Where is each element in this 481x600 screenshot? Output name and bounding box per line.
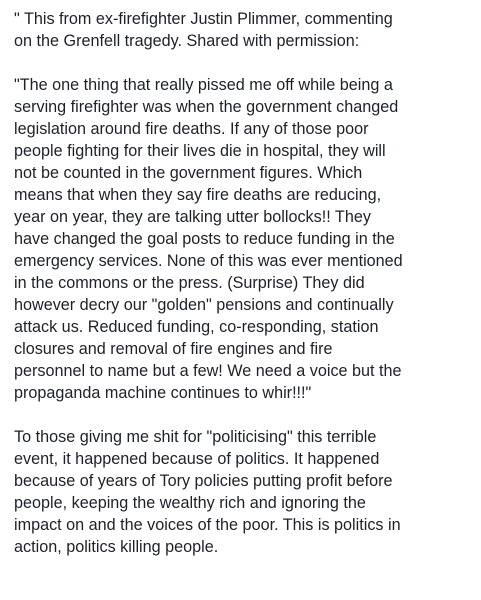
text-line: personnel to name but a few! We need a voice but the [14, 362, 402, 380]
post-paragraph-comment [14, 426, 476, 558]
text-line: year on year, they are talking utter bollocks!! They [14, 208, 371, 226]
text-line: however decry our "golden" pensions and continually [14, 296, 394, 314]
post-paragraph-intro [14, 8, 476, 52]
text-line: "The one thing that really pissed me off while being a [14, 76, 393, 94]
text-line: event, it happened because of politics. It happened [14, 450, 380, 468]
text-line: propaganda machine continues to whir!!!" [14, 384, 312, 402]
text-line: action, politics killing people. [14, 538, 219, 556]
text-line: means that when they say fire deaths are reducing, [14, 186, 382, 204]
text-line: have changed the goal posts to reduce funding in the [14, 230, 395, 248]
post-paragraph-quote [14, 74, 476, 404]
text-line: To those giving me shit for "politicising" this terrible [14, 428, 377, 446]
text-line: " This from ex-firefighter Justin Plimmer, commenting [14, 10, 393, 28]
text-line: because of years of Tory policies putting profit before [14, 472, 393, 490]
text-line: closures and removal of fire engines and fire [14, 340, 333, 358]
post-body [14, 8, 476, 558]
text-line: emergency services. None of this was ever mentioned [14, 252, 403, 270]
text-line: not be counted in the government figures. Which [14, 164, 363, 182]
text-line: attack us. Reduced funding, co-responding, station [14, 318, 379, 336]
text-line: people fighting for their lives die in hospital, they will [14, 142, 386, 160]
text-line: impact on and the voices of the poor. This is politics in [14, 516, 401, 534]
text-line: legislation around fire deaths. If any of those poor [14, 120, 369, 138]
text-line: in the commons or the press. (Surprise) They did [14, 274, 365, 292]
text-line: on the Grenfell tragedy. Shared with permission: [14, 32, 360, 50]
text-line: serving firefighter was when the government changed [14, 98, 399, 116]
text-line: people, keeping the wealthy rich and ignoring the [14, 494, 366, 512]
